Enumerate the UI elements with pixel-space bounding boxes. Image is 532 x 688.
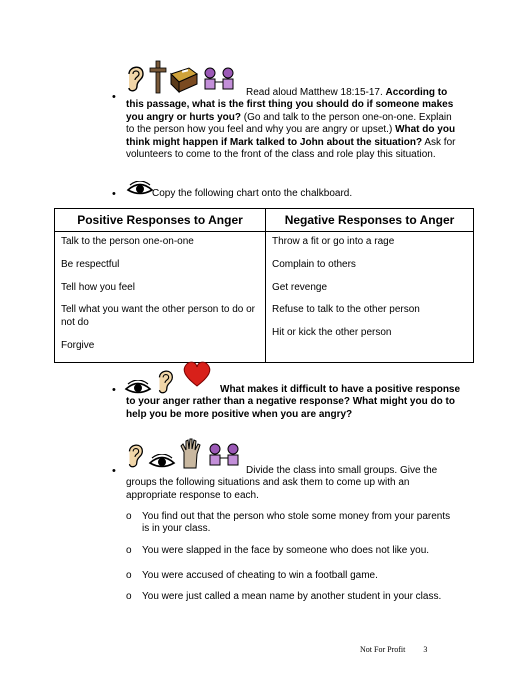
list-item: Refuse to talk to the other person xyxy=(272,304,420,316)
list-item: Complain to others xyxy=(272,258,356,270)
situation-item: You were accused of cheating to win a football game. xyxy=(142,570,378,581)
list-item: Talk to the person one-on-one xyxy=(61,236,194,247)
situation-item: You were just called a mean name by another student in your class. xyxy=(142,591,442,602)
list-item: Tell what you want the other person to do or not do xyxy=(61,304,256,328)
positive-header: Positive Responses to Anger xyxy=(55,209,266,232)
sub-bullet: o xyxy=(126,511,132,522)
bullet: • xyxy=(112,91,116,103)
list-item: Hit or kick the other person xyxy=(272,327,392,339)
list-item: Be respectful xyxy=(61,258,120,270)
item3-text: What makes it difficult to have a positive response to your anger rather than a negative response? What might you do to help you be more positive when you are angry? xyxy=(126,384,461,420)
item1-text: Read aloud Matthew 18:15-17. According to this passage, what is the first thing you should do if someone makes you angry or hurts you? (Go and talk to the person one-on-one. Explain to the person how you feel and why you are angry or upset.) What do you think might happen if Mark talked to John about the situation? Ask for volunteers to come to the front of the class and role play this situation. xyxy=(126,87,456,161)
list-item: Throw a fit or go into a rage xyxy=(272,236,395,247)
situation-item: You were slapped in the face by someone who does not like you. xyxy=(142,545,430,556)
sub-bullet: o xyxy=(126,545,132,556)
bullet: • xyxy=(112,384,116,396)
sub-bullet: o xyxy=(126,591,132,602)
list-item: Tell how you feel xyxy=(61,281,135,293)
list-item: Forgive xyxy=(61,339,95,351)
page-number: 3 xyxy=(423,645,428,654)
responses-table xyxy=(54,208,474,363)
sub-bullet: o xyxy=(126,570,132,581)
item4-text: Divide the class into small groups. Give the groups the following situations and ask them to come up with an appropriate response to each. xyxy=(126,465,438,501)
footer xyxy=(360,645,427,654)
positive-column xyxy=(55,232,266,363)
list-item: Get revenge xyxy=(272,281,328,293)
bullet: • xyxy=(112,188,116,200)
bullet: • xyxy=(112,465,116,477)
situation-item: You find out that the person who stole some money from your parents is in your class. xyxy=(142,511,451,535)
negative-header: Negative Responses to Anger xyxy=(266,209,474,232)
eye-icon xyxy=(126,181,154,197)
footer-label: Not For Profit xyxy=(360,645,406,654)
item2-text: Copy the following chart onto the chalkboard. xyxy=(152,188,353,199)
negative-column xyxy=(266,232,474,363)
